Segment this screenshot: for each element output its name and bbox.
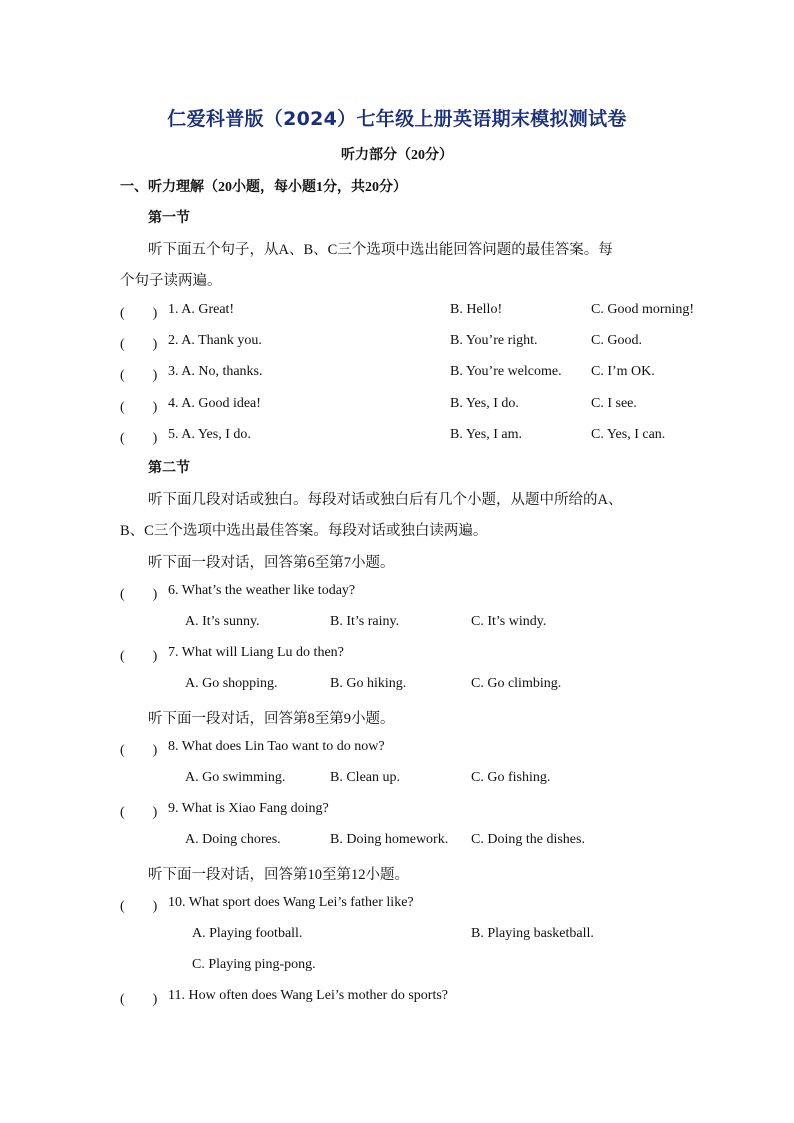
question-row — [120, 427, 680, 449]
question-row — [120, 739, 680, 761]
instruction-1-line-1: 听下面五个句子，从A、B、C三个选项中选出能回答问题的最佳答案。每 — [148, 242, 613, 258]
option-b: B. Yes, I do. — [450, 396, 519, 411]
option-c: C. Go climbing. — [471, 676, 562, 691]
question-row — [120, 645, 680, 667]
option-b: B. It’s rainy. — [330, 614, 400, 629]
answer-bracket[interactable]: ( ) — [120, 899, 158, 914]
option-b: B. Clean up. — [330, 770, 400, 785]
dialog-intro-3: 听下面一段对话，回答第10至第12小题。 — [148, 867, 409, 883]
answer-bracket[interactable]: ( ) — [120, 431, 158, 446]
sub-heading-1: 第一节 — [148, 211, 190, 226]
answer-bracket[interactable]: ( ) — [120, 337, 158, 352]
answer-bracket[interactable]: ( ) — [120, 805, 158, 820]
answer-bracket[interactable]: ( ) — [120, 743, 158, 758]
option-a: 4. A. Good idea! — [168, 396, 261, 411]
question-row — [120, 801, 680, 823]
instruction-2-line-2: B、C三个选项中选出最佳答案。每段对话或独白读两遍。 — [120, 523, 488, 539]
option-b: B. You’re welcome. — [450, 364, 562, 379]
dialog-intro-1: 听下面一段对话，回答第6至第7小题。 — [148, 555, 395, 571]
dialog-intro-2: 听下面一段对话，回答第8至第9小题。 — [148, 711, 395, 727]
question-row — [120, 895, 680, 917]
option-c: C. It’s windy. — [471, 614, 547, 629]
question-text: 7. What will Liang Lu do then? — [168, 645, 344, 660]
option-a: 1. A. Great! — [168, 302, 235, 317]
option-b: B. Go hiking. — [330, 676, 407, 691]
answer-bracket[interactable]: ( ) — [120, 587, 158, 602]
option-a: A. Go swimming. — [185, 770, 286, 785]
option-a: 3. A. No, thanks. — [168, 364, 263, 379]
option-c: C. Good morning! — [591, 302, 695, 317]
sub-heading-2: 第二节 — [148, 461, 190, 476]
option-c: C. I’m OK. — [591, 364, 655, 379]
answer-bracket[interactable]: ( ) — [120, 649, 158, 664]
question-row — [120, 988, 680, 1010]
option-b: B. Yes, I am. — [450, 427, 522, 442]
option-b: B. Playing basketball. — [471, 926, 594, 941]
answer-bracket[interactable]: ( ) — [120, 400, 158, 415]
question-text: 9. What is Xiao Fang doing? — [168, 801, 329, 816]
option-c: C. Doing the dishes. — [471, 832, 585, 847]
option-a: A. Go shopping. — [185, 676, 278, 691]
question-row — [120, 302, 695, 324]
answer-bracket[interactable]: ( ) — [120, 306, 158, 321]
section-heading: 一、听力理解（20小题，每小题1分，共20分） — [120, 180, 407, 195]
option-a: A. It’s sunny. — [185, 614, 260, 629]
part-title: 听力部分（20分） — [341, 148, 453, 163]
question-text: 11. How often does Wang Lei’s mother do sports? — [168, 988, 448, 1003]
option-a: A. Doing chores. — [185, 832, 281, 847]
option-a: 5. A. Yes, I do. — [168, 427, 251, 442]
question-text: 6. What’s the weather like today? — [168, 583, 356, 598]
question-row — [120, 333, 680, 355]
option-c: C. I see. — [591, 396, 637, 411]
option-c: C. Go fishing. — [471, 770, 551, 785]
option-b: B. You’re right. — [450, 333, 538, 348]
exam-title: 仁爱科普版（2024）七年级上册英语期末模拟测试卷 — [167, 108, 627, 130]
question-text: 10. What sport does Wang Lei’s father like? — [168, 895, 414, 910]
option-b: B. Hello! — [450, 302, 503, 317]
instruction-1-line-2: 个句子读两遍。 — [120, 273, 222, 289]
answer-bracket[interactable]: ( ) — [120, 992, 158, 1007]
option-a: A. Playing football. — [192, 926, 303, 941]
option-a: 2. A. Thank you. — [168, 333, 262, 348]
question-row — [120, 583, 680, 605]
option-c: C. Yes, I can. — [591, 427, 666, 442]
option-c: C. Playing ping-pong. — [192, 957, 316, 972]
option-b: B. Doing homework. — [330, 832, 449, 847]
answer-bracket[interactable]: ( ) — [120, 368, 158, 383]
instruction-2-line-1: 听下面几段对话或独白。每段对话或独白后有几个小题，从题中所给的A、 — [148, 492, 623, 508]
option-c: C. Good. — [591, 333, 642, 348]
question-row — [120, 364, 680, 386]
question-row — [120, 396, 680, 418]
question-text: 8. What does Lin Tao want to do now? — [168, 739, 385, 754]
